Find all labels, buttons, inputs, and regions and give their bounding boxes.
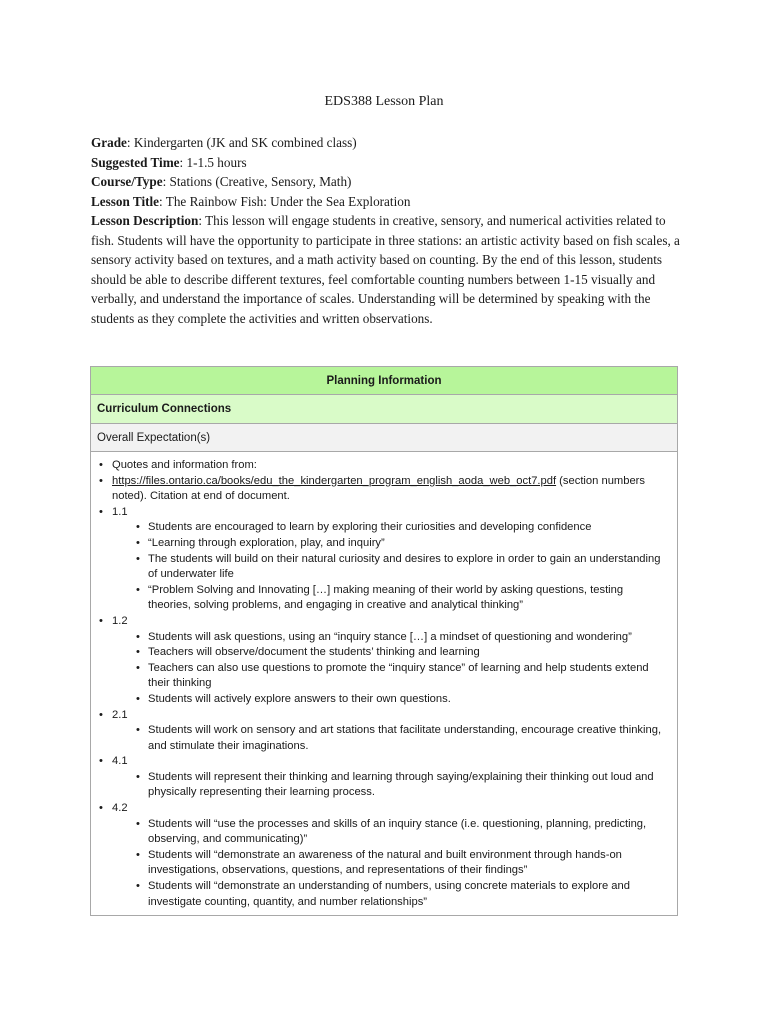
section-label: 4.2 (112, 802, 128, 815)
planning-information-header: Planning Information (91, 367, 677, 395)
field-course-type: Course/Type: Stations (Creative, Sensory, Math) (91, 174, 352, 189)
list-item: • Teachers will observe/document the students’ thinking and learning (112, 645, 669, 661)
section-label: 1.1 (112, 505, 128, 518)
field-value: The Rainbow Fish: Under the Sea Exploration (165, 193, 411, 209)
document-title: EDS388 Lesson Plan (324, 94, 444, 109)
list-item (97, 474, 669, 505)
section-1-1 (97, 505, 669, 614)
list-item: • Students will ask questions, using an “inquiry stance […] a mindset of questioning and wondering” (112, 630, 669, 646)
overall-expectations-label: Overall Expectation(s) (91, 424, 677, 452)
field-value: 1-1.5 hours (186, 154, 247, 170)
list-item: • Students will “demonstrate an awareness of the natural and built environment through hands-on investigations, observations, questions, and representations of their findings” (112, 848, 669, 879)
list-item: • Students will “demonstrate an understanding of numbers, using concrete materials to explore and investigate counting, quantity, and number relationships” (112, 879, 669, 910)
field-label: Lesson Title (91, 193, 160, 209)
section-items (112, 817, 669, 911)
planning-table (90, 366, 678, 916)
field-value: Stations (Creative, Sensory, Math) (169, 174, 352, 189)
field-grade: Grade: Kindergarten (JK and SK combined class) (91, 135, 357, 150)
source-link[interactable]: https://files.ontario.ca/books/edu_the_kindergarten_program_english_aoda_web_oct7.pdf (112, 474, 557, 487)
list-item: • Students are encouraged to learn by exploring their curiosities and developing confidence (112, 520, 669, 536)
section-label: 2.1 (112, 708, 128, 721)
list-item: • Students will work on sensory and art stations that facilitate understanding, encourage creative thinking, and stimulate their imaginations. (112, 723, 669, 754)
curriculum-connections-header: Curriculum Connections (91, 395, 677, 424)
list-item: • Teachers can also use questions to promote the “inquiry stance” of learning and help students extend their thinking (112, 661, 669, 692)
section-4-1 (97, 754, 669, 801)
section-4-2 (97, 801, 669, 910)
field-suggested-time: Suggested Time: 1-1.5 hours (91, 154, 247, 170)
section-2-1 (97, 708, 669, 755)
list-item: • Quotes and information from: (97, 458, 669, 474)
section-items (112, 520, 669, 614)
field-lesson-description: Lesson Description: This lesson will engage students in creative, sensory, and numerical activities related to fish. Students will have the opportunity to participate in three stations: an artistic activity based on fish scales, a sensory activity based on textures, and a math activity based on counting. By the end of this lesson, students should be able to describe different textures, feel comfortable counting numbers between 1-15 visually and verbally, and understand the importance of scales. Understanding will be determined by speaking with the students as they complete the activities and written observations. (91, 213, 680, 326)
section-label: 1.2 (112, 614, 128, 627)
list-item: • “Problem Solving and Innovating […] making meaning of their world by asking questions, testing theories, solving problems, and engaging in creative and analytical thinking” (112, 583, 669, 614)
expectations-content (91, 452, 677, 915)
list-item: • Students will “use the processes and skills of an inquiry stance (i.e. questioning, planning, predicting, observing, and communicating)” (112, 817, 669, 848)
source-note: (section numbers noted). Citation at end of document. (112, 474, 645, 503)
field-label: Lesson Description (91, 213, 199, 228)
list-item: • The students will build on their natural curiosity and desires to explore in order to gain an understanding of underwater life (112, 552, 669, 583)
list-item: • “Learning through exploration, play, and inquiry” (112, 536, 669, 552)
lesson-fields (91, 133, 681, 328)
list-item: • Students will actively explore answers to their own questions. (112, 692, 669, 708)
field-value: Kindergarten (JK and SK combined class) (133, 135, 357, 150)
field-lesson-title: Lesson Title: The Rainbow Fish: Under the Sea Exploration (91, 193, 411, 209)
section-items (112, 630, 669, 708)
section-items (112, 723, 669, 754)
field-label: Suggested Time (91, 154, 180, 170)
expectations-list (97, 458, 669, 910)
field-label: Grade (91, 135, 127, 150)
section-items (112, 770, 669, 801)
section-label: 4.1 (112, 755, 128, 768)
field-value: This lesson will engage students in creative, sensory, and numerical activities related to fish. Students will have the opportunity to participate in three stations: an artistic activity based on fish scales, a sensory activity based on textures, and a math activity based on counting. By the end of this lesson, students should be able to describe different textures, feel comfortable counting numbers between 1-15 visually and verbally, and understand the importance of scales. Understanding will be determined by speaking with the students as they complete the activities and written observations. (91, 213, 680, 326)
section-1-2 (97, 614, 669, 708)
field-label: Course/Type (91, 174, 163, 189)
list-item: • Students will represent their thinking and learning through saying/explaining their thinking out loud and physically representing their learning process. (112, 770, 669, 801)
